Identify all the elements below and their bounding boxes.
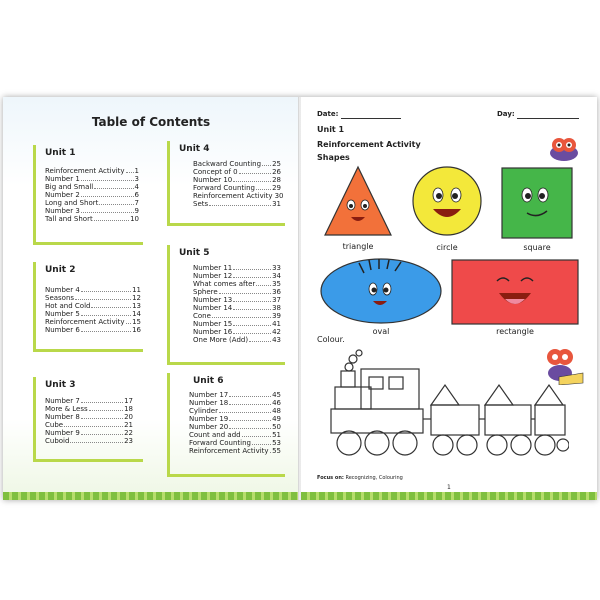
unit-accent-bar	[33, 377, 36, 462]
toc-entry-label: More & Less	[45, 405, 88, 413]
toc-entry-label: Cylinder	[189, 407, 218, 415]
toc-entry-label: Number 9	[45, 429, 80, 437]
circle-label: circle	[436, 243, 458, 252]
toc-entry-page: 10	[130, 215, 139, 223]
toc-entry-page: 12	[132, 294, 141, 302]
toc-entry-page: 53	[272, 439, 281, 447]
toc-title: Table of Contents	[91, 115, 211, 129]
toc-entry[interactable]	[45, 302, 141, 310]
toc-entry-page: 51	[272, 431, 281, 439]
toc-entry-label: Number 7	[45, 397, 80, 405]
toc-entry-label: Reinforcement Activity	[45, 167, 125, 175]
day-label: Day:	[497, 110, 515, 118]
triangle-shape-icon	[323, 165, 393, 237]
rectangle-fill	[452, 260, 578, 324]
unit-heading: Unit 5	[179, 248, 210, 258]
toc-entry[interactable]	[193, 336, 281, 344]
toc-entry[interactable]	[193, 176, 281, 184]
toc-entry-label: Number 12	[193, 272, 233, 280]
toc-entry-label: Forward Counting	[189, 439, 251, 447]
toc-entry[interactable]	[193, 280, 281, 288]
toc-entry-page: 22	[124, 429, 133, 437]
toc-entry-page: 36	[272, 288, 281, 296]
date-label: Date:	[317, 110, 339, 118]
unit-6-entries	[189, 391, 281, 455]
toc-entry-page: 7	[134, 199, 139, 207]
unit-6-section	[167, 373, 285, 477]
toc-entry[interactable]	[45, 421, 133, 429]
toc-entry-page: 1	[134, 167, 139, 175]
toc-entry-label: Number 2	[45, 191, 80, 199]
toc-entry-page: 6	[134, 191, 139, 199]
toc-entry-page: 35	[272, 280, 281, 288]
unit-heading: Unit 3	[45, 380, 76, 390]
mascot-icon	[547, 133, 581, 163]
triangle-label: triangle	[342, 242, 374, 251]
focus-text: Recognizing, Colouring	[345, 475, 403, 481]
train-outline-drawing	[319, 347, 569, 469]
toc-entry[interactable]	[193, 200, 281, 208]
focus-note	[317, 475, 403, 481]
toc-entry[interactable]	[189, 415, 281, 423]
unit-heading: Unit 4	[179, 144, 210, 154]
toc-entry-label: One More (Add)	[193, 336, 249, 344]
toc-entry-page: 48	[272, 407, 281, 415]
toc-entry-page: 39	[272, 312, 281, 320]
unit-heading: Unit 1	[317, 125, 345, 134]
focus-label: Focus on:	[317, 475, 344, 481]
unit-accent-bar	[33, 145, 36, 245]
toc-entry-page: 38	[272, 304, 281, 312]
toc-entry-label: Number 19	[189, 415, 229, 423]
activity-title: Reinforcement Activity	[317, 140, 421, 149]
toc-entry[interactable]	[189, 399, 281, 407]
triangle-fill	[325, 167, 391, 235]
unit-accent-underline	[33, 459, 143, 462]
toc-entry-page: 46	[272, 399, 281, 407]
toc-entry[interactable]	[189, 391, 281, 399]
toc-entry-page: 34	[272, 272, 281, 280]
toc-entry-label: Count and add	[189, 431, 241, 439]
toc-entry-label: Number 17	[189, 391, 229, 399]
toc-entry-page: 16	[132, 326, 141, 334]
toc-entry[interactable]	[45, 191, 139, 199]
toc-entry-page: 26	[272, 168, 281, 176]
toc-entry-page: 30	[274, 192, 284, 200]
toc-entry[interactable]	[193, 320, 281, 328]
unit-4-section	[167, 141, 285, 226]
toc-entry[interactable]	[193, 304, 281, 312]
unit-2-entries	[45, 286, 141, 334]
unit-4-entries	[193, 160, 284, 208]
toc-entry[interactable]	[45, 207, 139, 215]
unit-1-entries	[45, 167, 139, 223]
toc-entry-label: Reinforcement Activity	[45, 318, 125, 326]
unit-5-entries	[193, 264, 281, 344]
toc-entry-page: 42	[272, 328, 281, 336]
toc-entry-page: 43	[272, 336, 281, 344]
toc-entry-label: Cone	[193, 312, 211, 320]
toc-entry[interactable]	[193, 184, 281, 192]
toc-entry-page: 37	[272, 296, 281, 304]
toc-entry[interactable]	[45, 215, 139, 223]
toc-entry[interactable]	[45, 429, 133, 437]
toc-entry-label: Sets	[193, 200, 209, 208]
toc-entry-label: Number 11	[193, 264, 233, 272]
toc-entry-label: Sphere	[193, 288, 218, 296]
toc-entry[interactable]	[193, 272, 281, 280]
toc-entry-page: 28	[272, 176, 281, 184]
unit-heading: Unit 6	[193, 376, 224, 386]
toc-entry[interactable]	[45, 167, 139, 175]
toc-entry-label: Cube	[45, 421, 64, 429]
square-label: square	[523, 243, 551, 252]
toc-entry-page: 31	[272, 200, 281, 208]
toc-entry-label: Big and Small	[45, 183, 94, 191]
rectangle-label: rectangle	[496, 327, 534, 336]
toc-entry-page: 14	[132, 310, 141, 318]
toc-entry[interactable]	[193, 288, 281, 296]
toc-entry-label: Number 13	[193, 296, 233, 304]
unit-2-section	[33, 262, 143, 352]
unit-accent-bar	[167, 373, 170, 477]
toc-entry-label: Long and Short	[45, 199, 99, 207]
page-number: 1	[447, 484, 451, 491]
toc-entry-label: Number 18	[189, 399, 229, 407]
toc-entry-page: 49	[272, 415, 281, 423]
unit-heading: Unit 2	[45, 265, 76, 275]
unit-3-entries	[45, 397, 133, 445]
toc-entry-page: 29	[272, 184, 281, 192]
toc-entry-page: 13	[132, 302, 141, 310]
grass-border	[3, 492, 299, 500]
toc-entry-label: Number 14	[193, 304, 233, 312]
toc-entry[interactable]	[189, 447, 281, 455]
unit-1-section	[33, 145, 143, 245]
grass-border	[301, 492, 597, 500]
worksheet-page	[301, 97, 597, 500]
toc-entry-label: Number 5	[45, 310, 80, 318]
toc-entry-page: 23	[124, 437, 133, 445]
unit-accent-underline	[33, 349, 143, 352]
toc-entry[interactable]	[189, 431, 281, 439]
toc-entry-page: 4	[134, 183, 139, 191]
toc-entry-page: 17	[124, 397, 133, 405]
toc-entry-page: 41	[272, 320, 281, 328]
toc-entry-label: Forward Counting	[193, 184, 255, 192]
toc-entry[interactable]	[189, 407, 281, 415]
toc-entry-label: Backward Counting	[193, 160, 262, 168]
toc-entry[interactable]	[45, 183, 139, 191]
toc-entry-page: 50	[272, 423, 281, 431]
toc-entry-label: What comes after	[193, 280, 256, 288]
toc-entry[interactable]	[45, 413, 133, 421]
square-shape-icon	[501, 167, 573, 239]
unit-accent-underline	[167, 362, 285, 365]
toc-entry-label: Cuboid	[45, 437, 70, 445]
toc-entry-label: Number 4	[45, 286, 80, 294]
activity-subtitle: Shapes	[317, 153, 350, 162]
oval-label: oval	[372, 327, 390, 336]
toc-entry[interactable]	[193, 312, 281, 320]
unit-accent-underline	[167, 474, 285, 477]
unit-3-section	[33, 377, 143, 462]
toc-entry[interactable]	[193, 192, 284, 200]
toc-entry[interactable]	[189, 423, 281, 431]
toc-entry[interactable]	[193, 264, 281, 272]
toc-entry-label: Number 1	[45, 175, 80, 183]
toc-entry-label: Tall and Short	[45, 215, 93, 223]
unit-accent-bar	[33, 262, 36, 352]
toc-entry-label: Reinforcement Activity	[193, 192, 273, 200]
toc-entry-page: 33	[272, 264, 281, 272]
unit-accent-underline	[167, 223, 285, 226]
date-field[interactable]	[341, 118, 401, 119]
toc-entry[interactable]	[45, 286, 141, 294]
oval-shape-icon	[319, 257, 443, 325]
toc-entry-label: Number 8	[45, 413, 80, 421]
toc-entry[interactable]	[189, 439, 281, 447]
toc-entry[interactable]	[45, 326, 141, 334]
unit-accent-bar	[167, 141, 170, 226]
toc-entry[interactable]	[45, 175, 139, 183]
toc-entry[interactable]	[193, 328, 281, 336]
unit-heading: Unit 1	[45, 148, 76, 158]
unit-accent-bar	[167, 245, 170, 365]
open-book	[3, 97, 597, 500]
toc-entry[interactable]	[45, 310, 141, 318]
toc-entry-page: 25	[272, 160, 281, 168]
toc-entry-page: 3	[134, 175, 139, 183]
unit-5-section	[167, 245, 285, 365]
toc-entry-label: Concept of 0	[193, 168, 238, 176]
toc-entry[interactable]	[45, 294, 141, 302]
toc-entry[interactable]	[45, 199, 139, 207]
circle-shape-icon	[411, 165, 483, 237]
unit-accent-underline	[33, 242, 143, 245]
toc-entry[interactable]	[45, 437, 133, 445]
toc-entry[interactable]	[45, 397, 133, 405]
toc-entry-label: Reinforcement Activity	[189, 447, 269, 455]
colour-instruction: Colour.	[317, 335, 345, 344]
oval-fill	[321, 259, 441, 323]
rectangle-shape-icon	[451, 259, 579, 325]
toc-entry-label: Number 20	[189, 423, 229, 431]
toc-entry[interactable]	[193, 296, 281, 304]
toc-entry[interactable]	[193, 160, 281, 168]
toc-entry-page: 9	[134, 207, 139, 215]
toc-entry-label: Number 6	[45, 326, 80, 334]
circle-fill	[413, 167, 481, 235]
toc-entry-label: Number 15	[193, 320, 233, 328]
toc-entry-label: Number 3	[45, 207, 80, 215]
toc-entry-page: 21	[124, 421, 133, 429]
toc-entry-page: 18	[124, 405, 133, 413]
toc-entry-page: 20	[124, 413, 133, 421]
square-fill	[502, 168, 572, 238]
toc-entry-label: Hot and Cold	[45, 302, 91, 310]
toc-entry[interactable]	[45, 405, 133, 413]
table-of-contents-page	[3, 97, 299, 500]
day-field[interactable]	[517, 118, 579, 119]
toc-entry-page: 15	[132, 318, 141, 326]
toc-entry-page: 45	[272, 391, 281, 399]
toc-entry-label: Seasons	[45, 294, 75, 302]
toc-entry-label: Number 16	[193, 328, 233, 336]
toc-entry-page: 55	[272, 447, 281, 455]
toc-entry-page: 11	[132, 286, 141, 294]
toc-entry[interactable]	[193, 168, 281, 176]
toc-entry[interactable]	[45, 318, 141, 326]
toc-entry-label: Number 10	[193, 176, 233, 184]
